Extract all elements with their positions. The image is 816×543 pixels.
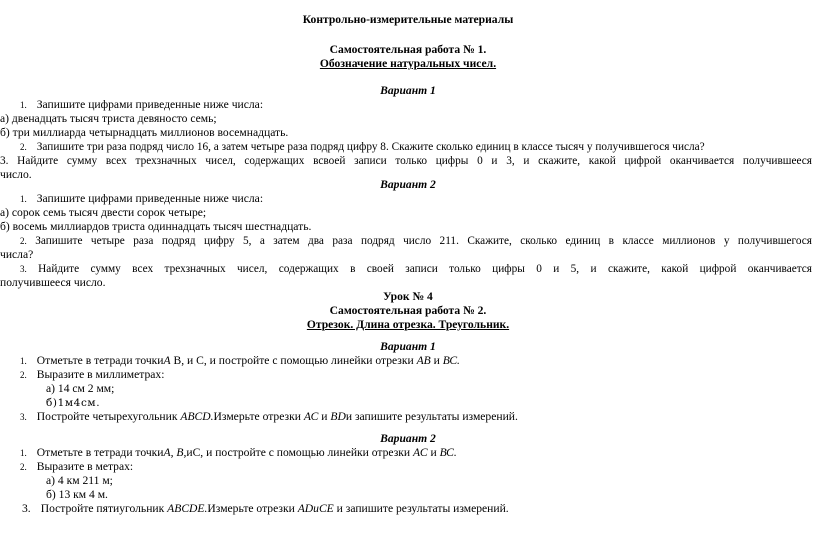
l4-v1-task-1: 1. Отметьте в тетради точкиА В, и С, и постройте с помощью линейки отрезки АВ и ВС. bbox=[20, 354, 460, 367]
v2-task-1: 1. Запишите цифрами приведенные ниже числа: bbox=[20, 192, 264, 205]
l4-v1-task-2b: б)1м4см. bbox=[46, 397, 101, 409]
section-title: Самостоятельная работа № 1. bbox=[329, 43, 487, 56]
l4-variant-2-heading: Вариант 2 bbox=[380, 432, 436, 445]
v1-task-1b: б) три миллиарда четырнадцать миллионов восемнадцать. bbox=[0, 126, 289, 139]
l4-v1-task-2: 2. Выразите в миллиметрах: bbox=[20, 368, 165, 381]
v2-task-1b: б) восемь миллиардов триста одиннадцать тысяч шестнадцать. bbox=[0, 220, 312, 233]
v2-task-3-line2: получившееся число. bbox=[0, 276, 106, 289]
variant-1-heading: Вариант 1 bbox=[380, 84, 436, 97]
v2-task-2-line1: 2. Запишите четыре раза подряд цифру 5, а затем два раза подряд число 211. Скажите, сколько единиц в классе миллионов у получившегося bbox=[20, 235, 812, 247]
section-2-title: Самостоятельная работа № 2. bbox=[329, 304, 487, 317]
l4-v2-task-2: 2. Выразите в метрах: bbox=[20, 460, 134, 473]
lesson-title: Урок № 4 bbox=[383, 290, 433, 303]
variant-2-heading: Вариант 2 bbox=[380, 178, 436, 191]
section-2-subtitle: Отрезок. Длина отрезка. Треугольник. bbox=[306, 318, 510, 331]
section-subtitle: Обозначение натуральных чисел. bbox=[319, 57, 497, 70]
l4-v2-task-2b: б) 13 км 4 м. bbox=[46, 488, 108, 501]
document-header: Контрольно-измерительные материалы bbox=[302, 13, 514, 26]
l4-v2-task-3: 3. Постройте пятиугольник ABCDE.Измерьте отрезки ADиCE и запишите результаты измерений. bbox=[22, 502, 509, 515]
l4-v2-task-1: 1. Отметьте в тетради точкиА, В,иС, и постройте с помощью линейки отрезки АС и ВС. bbox=[20, 446, 457, 459]
l4-v2-task-2a: а) 4 км 211 м; bbox=[46, 474, 113, 487]
v2-task-1a: а) сорок семь тысяч двести сорок четыре; bbox=[0, 206, 207, 219]
l4-variant-1-heading: Вариант 1 bbox=[380, 340, 436, 353]
v1-task-1a: а) двенадцать тысяч триста девяносто семь; bbox=[0, 112, 217, 125]
v2-task-2-line2: числа? bbox=[0, 248, 34, 261]
v1-task-1: 1. Запишите цифрами приведенные ниже числа: bbox=[20, 98, 264, 111]
v1-task-3-line1: 3. Найдите сумму всех трехзначных чисел, содержащих всвоей записи только цифры 0 и 3, и скажите, какой цифрой оканчивается получившееся bbox=[0, 155, 812, 167]
l4-v1-task-3: 3. Постройте четырехугольник ABCD.Измерьте отрезки АС и BDи запишите результаты измерений. bbox=[20, 410, 518, 423]
v1-task-3-line2: число. bbox=[0, 168, 32, 181]
v2-task-3-line1: 3. Найдите сумму всех трехзначных чисел, содержащих в своей записи только цифры 0 и 5, и скажите, какой цифрой оканчивается bbox=[20, 263, 813, 275]
l4-v1-task-2a: а) 14 см 2 мм; bbox=[46, 382, 115, 395]
v1-task-2: 2. Запишите три раза подряд число 16, а затем четыре раза подряд цифру 8. Скажите сколько единиц в классе тысяч у получившегося числа? bbox=[20, 141, 705, 153]
